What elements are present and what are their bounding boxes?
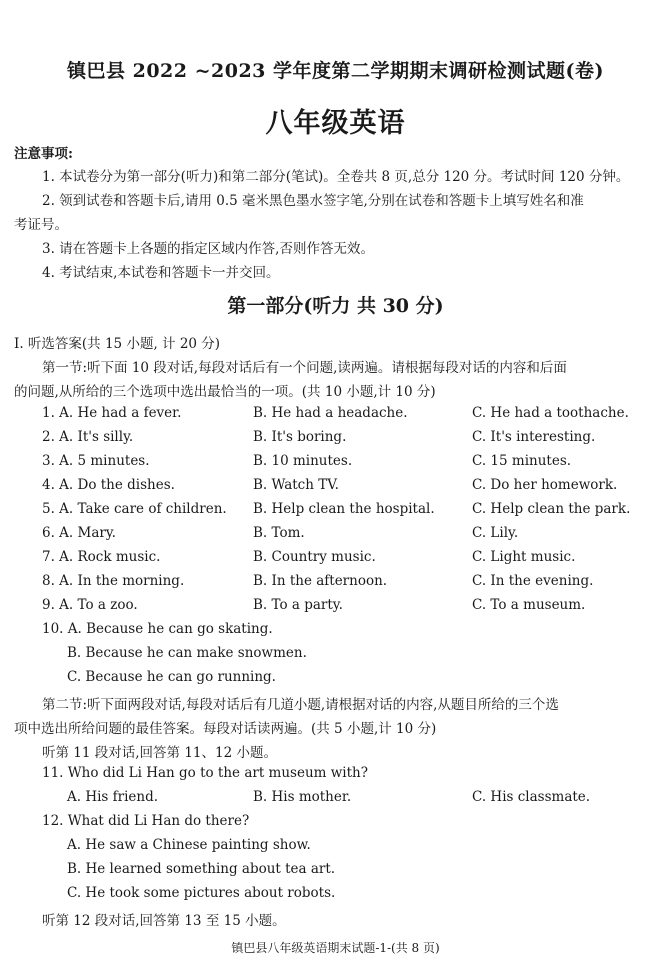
q5-option-c: C. Help clean the park. (472, 501, 631, 517)
q1-option-b: B. He had a headache. (253, 405, 408, 421)
q6-option-b: B. Tom. (253, 525, 305, 541)
q4-option-a: 4. A. Do the dishes. (42, 477, 175, 493)
q1-option-c: C. He had a toothache. (472, 405, 629, 421)
q11-stem: 11. Who did Li Han go to the art museum with? (42, 765, 368, 781)
q4-option-b: B. Watch TV. (253, 477, 339, 493)
notice-item-2-cont: 考证号。 (14, 217, 68, 233)
notice-item-2: 2. 领到试卷和答题卡后,请用 0.5 毫米黑色墨水签字笔,分别在试卷和答题卡上填写姓名和准 (42, 193, 584, 209)
notice-item-3: 3. 请在答题卡上各题的指定区域内作答,否则作答无效。 (42, 241, 374, 257)
sec1-intro-line-2: 的问题,从所给的三个选项中选出最恰当的一项。(共 10 小题,计 10 分) (14, 384, 436, 400)
q3-option-c: C. 15 minutes. (472, 453, 572, 469)
dialog-11-intro: 听第 11 段对话,回答第 11、12 小题。 (42, 745, 277, 761)
q10-option-b: B. Because he can make snowmen. (67, 645, 307, 661)
q1-option-a: 1. A. He had a fever. (42, 405, 182, 421)
dialog-12-intro: 听第 12 段对话,回答第 13 至 15 小题。 (42, 913, 286, 929)
q9-option-a: 9. A. To a zoo. (42, 597, 138, 613)
q12-stem: 12. What did Li Han do there? (42, 813, 250, 829)
q5-option-b: B. Help clean the hospital. (253, 501, 435, 517)
exam-title: 镇巴县 2022 ~2023 学年度第二学期期末调研检测试题(卷) (66, 60, 604, 82)
q12-option-b: B. He learned something about tea art. (67, 861, 336, 877)
q8-option-c: C. In the evening. (472, 573, 594, 589)
notice-item-4: 4. 考试结束,本试卷和答题卡一并交回。 (42, 265, 280, 281)
q8-option-b: B. In the afternoon. (253, 573, 388, 589)
section-heading: Ⅰ. 听选答案(共 15 小题, 计 20 分) (14, 336, 221, 352)
notice-heading: 注意事项: (14, 146, 73, 162)
notice-item-1: 1. 本试卷分为第一部分(听力)和第二部分(笔试)。全卷共 8 页,总分 120 分。考试时间 120 分钟。 (42, 169, 630, 185)
q3-option-a: 3. A. 5 minutes. (42, 453, 150, 469)
q8-option-a: 8. A. In the morning. (42, 573, 185, 589)
q11-option-c: C. His classmate. (472, 789, 591, 805)
q3-option-b: B. 10 minutes. (253, 453, 353, 469)
q9-option-b: B. To a party. (253, 597, 343, 613)
q7-option-c: C. Light music. (472, 549, 576, 565)
sec2-intro-line-2: 项中选出所给问题的最佳答案。每段对话读两遍。(共 5 小题,计 10 分) (14, 721, 437, 737)
sec1-intro-line-1: 第一节:听下面 10 段对话,每段对话后有一个问题,读两遍。请根据每段对话的内容和后面 (42, 360, 567, 376)
q2-option-c: C. It's interesting. (472, 429, 596, 445)
q6-option-a: 6. A. Mary. (42, 525, 116, 541)
q4-option-c: C. Do her homework. (472, 477, 618, 493)
part1-title: 第一部分(听力 共 30 分) (227, 295, 444, 317)
sec2-intro-line-1: 第二节:听下面两段对话,每段对话后有几道小题,请根据对话的内容,从题目所给的三个选 (42, 697, 559, 713)
q2-option-b: B. It's boring. (253, 429, 347, 445)
exam-subtitle: 八年级英语 (265, 108, 406, 139)
q5-option-a: 5. A. Take care of children. (42, 501, 227, 517)
q12-option-c: C. He took some pictures about robots. (67, 885, 336, 901)
q10-option-a: 10. A. Because he can go skating. (42, 621, 273, 637)
q10-option-c: C. Because he can go running. (67, 669, 276, 685)
q11-option-a: A. His friend. (67, 789, 159, 805)
q7-option-b: B. Country music. (253, 549, 376, 565)
q11-option-b: B. His mother. (253, 789, 352, 805)
q2-option-a: 2. A. It's silly. (42, 429, 134, 445)
q7-option-a: 7. A. Rock music. (42, 549, 161, 565)
q6-option-c: C. Lily. (472, 525, 519, 541)
page-footer: 镇巴县八年级英语期末试题-1-(共 8 页) (231, 941, 440, 955)
q12-option-a: A. He saw a Chinese painting show. (67, 837, 311, 853)
q9-option-c: C. To a museum. (472, 597, 586, 613)
